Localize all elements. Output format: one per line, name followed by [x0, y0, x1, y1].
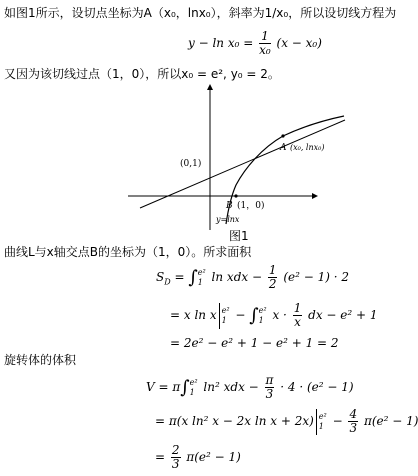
area-line2-mid: − [235, 308, 246, 322]
volume-tail: · 4 · (e² − 1) [280, 380, 354, 394]
label-A: A [280, 143, 287, 153]
volume-limits: e² 1 [189, 377, 198, 397]
tangent-equation [188, 30, 322, 57]
area-line2-frac: $\frac{1}{x}$ [293, 301, 302, 329]
integral-icon: ∫ [180, 377, 190, 398]
area-line2-start: = x ln x [170, 308, 217, 322]
label-A-coords: (x₀, lnx₀) [290, 143, 325, 152]
area-tail: (e² − 1) · 2 [283, 270, 349, 284]
area-eq: = [174, 270, 185, 284]
volume-line2-mid: − [332, 414, 343, 428]
integral-icon: ∫ [188, 267, 198, 288]
area-s: S [156, 270, 165, 284]
area-line-1 [156, 264, 349, 291]
figure-caption: 图1 [229, 229, 249, 243]
area-limits: e² 1 [197, 267, 206, 287]
volume-line-1 [146, 374, 354, 401]
tangent-lhs: y − ln x₀ = [188, 36, 254, 50]
area-s-sub: D [164, 277, 171, 287]
label-curve: y=lnx [216, 215, 240, 224]
figure-1 [0, 84, 406, 244]
volume-line3-start: = [155, 450, 166, 464]
volume-integrand: ln² xdx − [203, 380, 259, 394]
volume-line2-limits: e² 1 [318, 411, 327, 431]
area-line-2 [170, 302, 378, 329]
area-integrand: ln xdx − [211, 270, 263, 284]
tangent-fraction [259, 30, 271, 57]
volume-line-2 [155, 408, 418, 435]
area-frac: $\frac{1}{2}$ [268, 263, 277, 291]
tangent-frac-num: 1 [261, 29, 269, 43]
volume-line2-tail: π(e² − 1) [363, 414, 418, 428]
area-intro: 曲线L与x轴交点B的坐标为（1，0）。所求面积 [4, 245, 252, 259]
tangent-rhs: (x − x₀) [276, 36, 322, 50]
area-line-3: = 2e² − e² + 1 − e² + 1 = 2 [170, 336, 339, 350]
label-0-1: (0,1) [180, 159, 202, 169]
volume-line-3 [155, 444, 241, 471]
tangent-frac-den: x₀ [259, 43, 271, 57]
intro-line: 如图1所示，设切点坐标为A（x₀，lnx₀），斜率为1/x₀，所以设切线方程为 [4, 6, 397, 20]
area-line2-tail: dx − e² + 1 [308, 308, 378, 322]
integral-icon: ∫ [249, 305, 259, 326]
eval-bar [219, 303, 220, 329]
label-B: B [226, 201, 233, 211]
area-line2-int-limits: e² 1 [258, 305, 267, 325]
point-line: 又因为该切线过点（1，0），所以x₀ = e², y₀ = 2。 [4, 67, 280, 81]
volume-line3-frac: $\frac{2}{3}$ [171, 443, 180, 471]
eval-bar [316, 409, 317, 435]
point-A [281, 134, 284, 137]
volume-intro: 旋转体的体积 [4, 353, 77, 367]
volume-line2-start: = π(x ln² x − 2x ln x + 2x) [155, 414, 314, 428]
volume-line2-frac: $\frac{4}{3}$ [349, 407, 358, 435]
area-line2-x: x · [272, 308, 287, 322]
x-axis-arrow [312, 193, 318, 199]
volume-line3-tail: π(e² − 1) [186, 450, 241, 464]
label-B-coords: (1，0) [237, 201, 265, 211]
volume-frac: $\frac{\pi}{3}$ [265, 373, 274, 401]
area-line2-limits: e² 1 [221, 305, 230, 325]
y-axis-arrow [207, 84, 213, 90]
point-B [234, 194, 237, 197]
volume-lhs: V = π [146, 380, 181, 394]
